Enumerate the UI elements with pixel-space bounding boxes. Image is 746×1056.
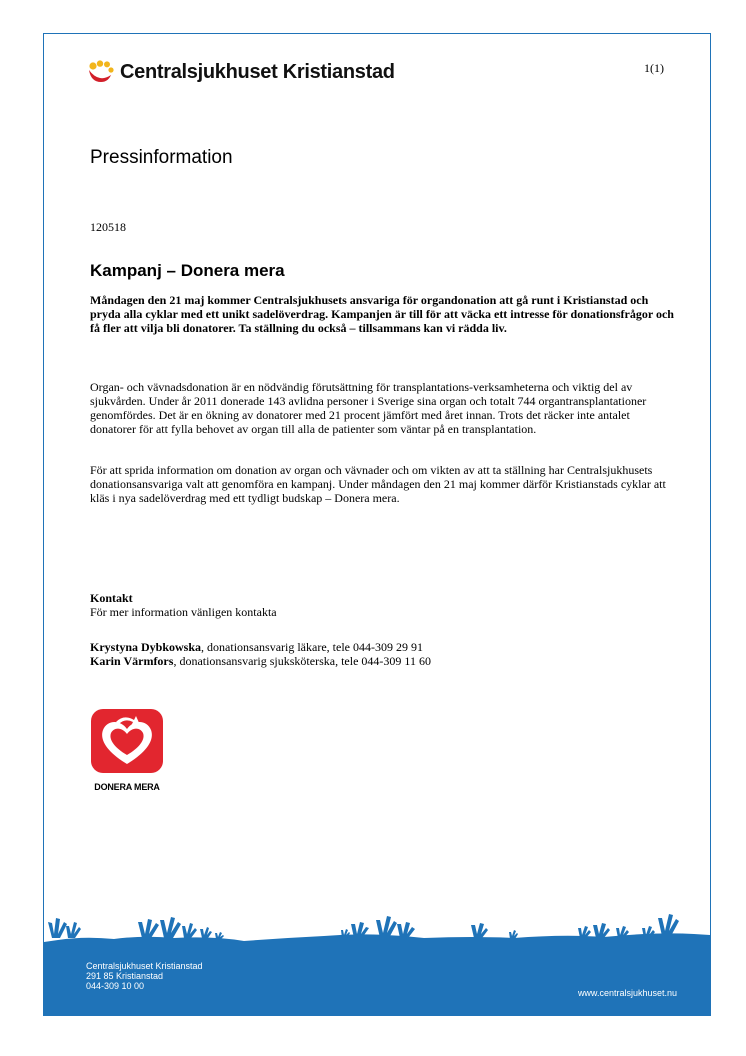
contact-person-2 (90, 654, 431, 669)
contact-person-1 (90, 640, 423, 655)
contact-heading: Kontakt (90, 591, 133, 605)
contact-person-1-details: , donationsansvarig läkare, tele 044-309 29 91 (201, 640, 423, 654)
contact-person-1-name: Krystyna Dybkowska (90, 640, 202, 654)
body-paragraph-1: Organ- och vävnadsdonation är en nödvändig förutsättning för transplantations-verksamheterna och viktig del av sjukvården. Under år 2011 donerade 143 avlidna personer i Sverige sina organ och totalt 744 organtransplantationer genomfördes. Det är en ökning av donatorer med 21 procent jämfört med året innan. Trots det räcker inte antalet donatorer för att fylla behovet av organ till alla de patienter som väntar på en transplantation. (90, 380, 647, 436)
document-type-title: Pressinformation (90, 147, 233, 168)
hospital-logo (88, 60, 395, 84)
footer-name: Centralsjukhuset Kristianstad (86, 961, 203, 971)
press-release-page (43, 33, 711, 1016)
footer-address: 291 85 Kristianstad (86, 971, 164, 981)
donation-heart-icon (90, 708, 164, 774)
headline: Kampanj – Donera mera (90, 261, 285, 280)
footer-address-block (86, 961, 203, 991)
donera-mera-badge (90, 708, 164, 792)
lead-paragraph: Måndagen den 21 maj kommer Centralsjukhusets ansvariga för organdonation att gå runt i Kristianstad och pryda alla cyklar med ett unikt sadelöverdrag. Kampanjen är till för att väcka ett intresse för donationsfrågor och få fler att vilja bli donatorer. Ta ställning du också – tillsammans kan vi rädda liv. (90, 293, 674, 335)
body-paragraph-2: För att sprida information om donation av organ och vävnader och om vikten av att ta ställning har Centralsjukhusets donationsansvariga valt att genomföra en kampanj. Under måndagen den 21 maj kommer därför Kristianstads cyklar att kläs i nya sadelöverdrag med ett tydligt budskap – Donera mera. (90, 463, 666, 505)
footer-website-link[interactable]: www.centralsjukhuset.nu (577, 988, 677, 998)
page-number: 1(1) (644, 61, 664, 75)
contact-text: För mer information vänligen kontakta (90, 605, 277, 619)
contact-person-2-details: , donationsansvarig sjuksköterska, tele 044-309 11 60 (173, 654, 431, 668)
hospital-name: Centralsjukhuset Kristianstad (120, 60, 395, 83)
footer-phone: 044-309 10 00 (86, 981, 145, 991)
hospital-emblem-icon (88, 60, 114, 84)
campaign-label: DONERA MERA (94, 782, 160, 792)
contact-person-2-name: Karin Värmfors (90, 654, 174, 668)
document-date: 120518 (90, 220, 126, 234)
